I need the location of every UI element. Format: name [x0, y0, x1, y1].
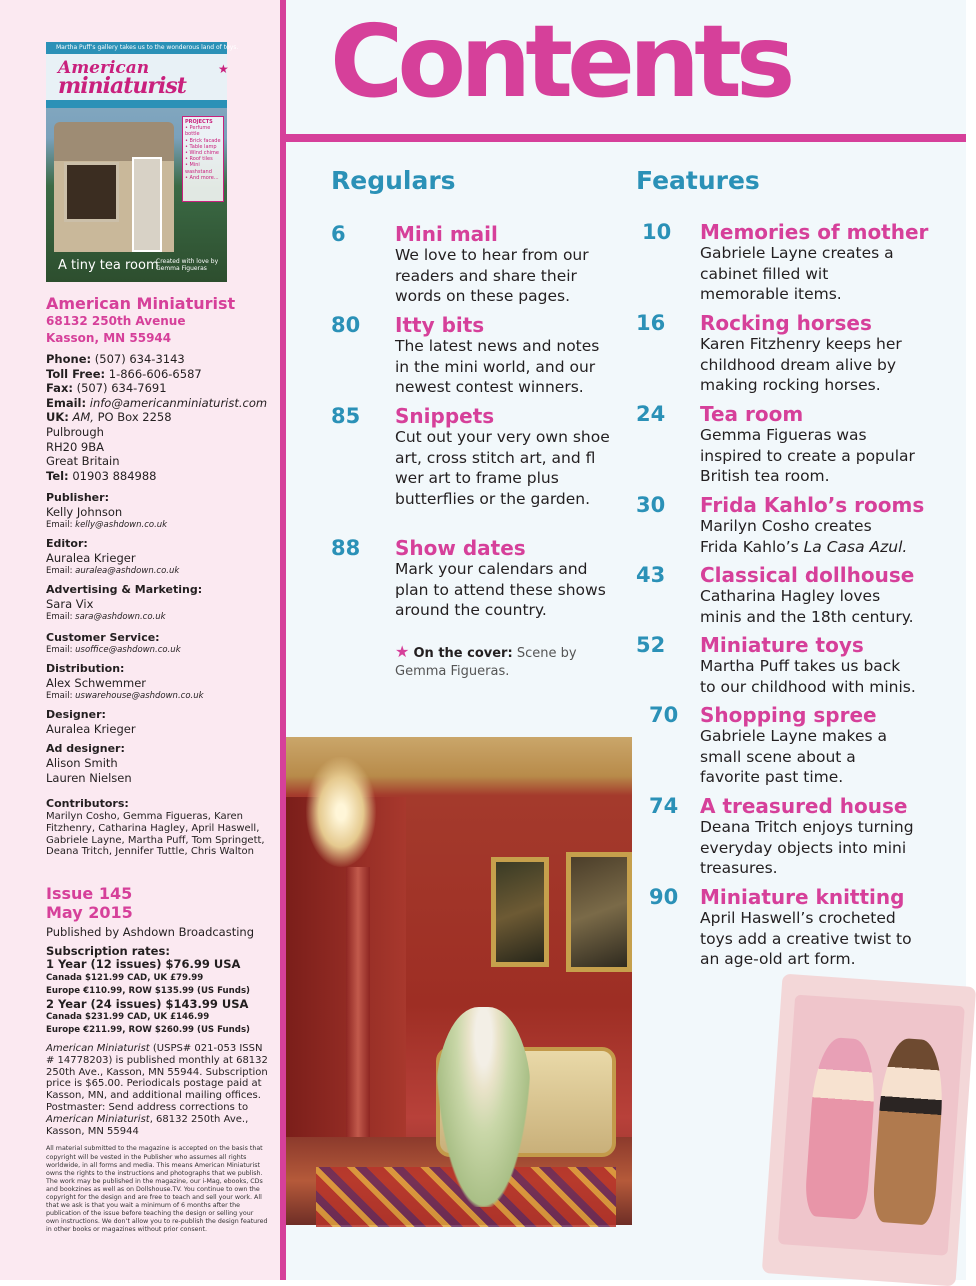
- cover-project: • Table lamp: [185, 143, 217, 150]
- rate-2-year-europe: Europe €211.99, ROW $260.99 (US Funds): [46, 1025, 250, 1036]
- uk-line1: PO Box 2258: [97, 410, 172, 425]
- distribution-name: Alex Schwemmer: [46, 676, 146, 690]
- issue-number: Issue 145: [46, 884, 133, 903]
- entry-desc: Karen Fitzhenry keeps her childhood dream alive by making rocking horses.: [700, 335, 902, 395]
- issue-date: May 2015: [46, 903, 133, 922]
- regulars-heading: Regulars: [331, 166, 456, 195]
- tel-label: Tel:: [46, 468, 69, 483]
- postal-mag-name-2: American Miniaturist: [46, 1113, 150, 1125]
- entry-title: Classical dollhouse: [700, 563, 915, 587]
- editor-email[interactable]: auralea@ashdown.co.uk: [75, 565, 180, 576]
- magazine-cover-image: [46, 42, 239, 282]
- publisher-name: Kelly Johnson: [46, 505, 123, 519]
- customer-service-label: Customer Service:: [46, 631, 160, 644]
- entry-desc: The latest news and notes in the mini world, and our newest contest winners.: [395, 337, 600, 397]
- cover-star-icon: ★: [218, 62, 229, 76]
- cover-project: • Mini washstand: [185, 162, 212, 175]
- entry-desc: Mark your calendars and plan to attend these shows around the country.: [395, 560, 606, 620]
- editor-label: Editor:: [46, 537, 88, 550]
- entry-desc: Martha Puff takes us back to our childhood with minis.: [700, 657, 916, 696]
- rate-2-year-intl: Canada $231.99 CAD, UK £146.99: [46, 1012, 210, 1023]
- advertising-name: Sara Vix: [46, 597, 94, 611]
- cover-project: • And more...: [185, 174, 219, 181]
- publisher-label: Publisher:: [46, 491, 109, 504]
- painting: [491, 857, 549, 967]
- toy-dolls-photo: [762, 974, 976, 1286]
- entry-title: Tea room: [700, 402, 804, 426]
- contents-main: [286, 0, 966, 1280]
- email-prefix: Email:: [46, 611, 73, 622]
- uk-line3: RH20 9BA: [46, 439, 104, 454]
- postal-end: , 68132 250th Ave., Kasson, MN 55944: [46, 1113, 249, 1137]
- entry-title: Itty bits: [395, 313, 485, 337]
- entry-page: 43: [636, 563, 666, 587]
- page-title: Contents: [330, 3, 790, 120]
- entry-page: 24: [636, 402, 666, 426]
- staff-advertising: [46, 583, 268, 623]
- advertising-label: Advertising & Marketing:: [46, 583, 203, 596]
- email-prefix: Email:: [46, 690, 73, 701]
- distribution-label: Distribution:: [46, 662, 125, 675]
- cover-brand-line2: miniaturist: [58, 73, 186, 99]
- entry-page: 52: [636, 633, 666, 657]
- issue-block: [46, 884, 268, 1235]
- staff-distribution: [46, 662, 268, 702]
- issue-publisher: Published by Ashdown Broadcasting: [46, 925, 255, 939]
- staff-publisher: [46, 491, 268, 531]
- copyright-fine-print: All material submitted to the magazine is accepted on the basis that copyright will be vested in the Publisher who assumes all rights worldwide, in all forms and media. This means American Miniaturist owns the rights to the instructions and photographs that we publish. The work may be published in the magazine, our i-Mag, ebooks, CDs and bookzines as well as on Dollshouse.TV. You continue to own the copyright for the design and are free to teach and sell your work. All that we ask is that you wait a minimum of 6 months after the publication of the issue before teaching the design or selling your own instructions. We don’t allow you to re-publish the design featured in other books or magazines without prior consent.: [46, 1145, 268, 1234]
- entry-page: 70: [649, 703, 679, 727]
- entry-page: 85: [331, 404, 361, 428]
- entry-desc-line: Marilyn Cosho creates: [700, 517, 872, 535]
- phone-label: Phone:: [46, 352, 92, 366]
- masthead-sidebar: [0, 0, 280, 1280]
- cover-project: • Perfume bottle: [185, 125, 211, 138]
- entry-desc-part: Frida Kahlo’s: [700, 537, 804, 556]
- designer-name: Auralea Krieger: [46, 722, 136, 736]
- entry-desc: Gemma Figueras was inspired to create a popular British tea room.: [700, 426, 915, 486]
- distribution-email[interactable]: uswarehouse@ashdown.co.uk: [75, 690, 204, 701]
- entry-title: Miniature knitting: [700, 885, 905, 909]
- staff-customer-service: [46, 631, 268, 656]
- entry-title: A treasured house: [700, 794, 908, 818]
- entry-desc-italic: La Casa Azul.: [803, 537, 908, 556]
- rate-1-year-europe: Europe €110.99, ROW $135.99 (US Funds): [46, 985, 250, 996]
- entry-desc: We love to hear from our readers and share their words on these pages.: [395, 246, 589, 306]
- postal-text: (USPS# 021-053 ISSN # 14778203) is published monthly at 68132 250th Ave., Kasson, MN 55944. Subscription price is $65.00. Periodicals postage paid at Kasson, MN, and additional mailing offices. Postmaster: Send address corrections to: [46, 1043, 268, 1114]
- email-prefix: Email:: [46, 645, 73, 655]
- entry-page: 90: [649, 885, 679, 909]
- entry-desc: [700, 516, 920, 557]
- cover-topbar: Martha Puff’s gallery takes us to the wonderous land of toys.: [46, 42, 227, 54]
- uk-line2: Pulbrough: [46, 424, 104, 439]
- cover-note: [395, 643, 595, 681]
- address-line1: 68132 250th Avenue: [46, 314, 186, 328]
- entry-desc-line: [700, 537, 920, 558]
- magazine-name: American Miniaturist: [46, 294, 236, 313]
- cover-note-label: On the cover:: [413, 646, 513, 661]
- uk-line4: Great Britain: [46, 454, 120, 469]
- room-doll: [436, 1007, 531, 1207]
- entry-desc: April Haswell’s crocheted toys add a creative twist to an age-old art form.: [700, 909, 912, 969]
- phone-number: (507) 634-3143: [94, 352, 185, 366]
- features-heading: Features: [636, 166, 760, 195]
- cover-project: • Brick facade: [185, 137, 221, 144]
- ad-designer-name: Lauren Nielsen: [46, 770, 132, 785]
- entry-title: Frida Kahlo’s rooms: [700, 493, 925, 517]
- chandelier: [306, 757, 376, 867]
- email-prefix: Email:: [46, 565, 73, 576]
- staff-editor: [46, 537, 268, 577]
- entry-title: Miniature toys: [700, 633, 864, 657]
- entry-page: 88: [331, 536, 361, 560]
- subscription-label: Subscription rates:: [46, 943, 170, 958]
- cover-note-text: Scene by Gemma Figueras.: [395, 646, 577, 679]
- contributors-label: Contributors:: [46, 797, 129, 810]
- entry-desc: Gabriele Layne creates a cabinet filled wit memorable items.: [700, 244, 894, 304]
- fax-number: (507) 634-7691: [76, 381, 167, 396]
- customer-service-email[interactable]: usoffice@ashdown.co.uk: [75, 645, 181, 655]
- rate-1-year-intl: Canada $121.99 CAD, UK £79.99: [46, 972, 204, 983]
- contributors-block: [46, 797, 268, 858]
- ad-designer-label: Ad designer:: [46, 742, 125, 755]
- contact-block: [46, 352, 268, 483]
- postal-mag-name: American Miniaturist: [46, 1043, 150, 1055]
- email-label: Email:: [46, 395, 87, 410]
- tollfree-label: Toll Free:: [46, 366, 106, 381]
- entry-page: 74: [649, 794, 679, 818]
- entry-page: 10: [642, 220, 672, 244]
- cover-door: [132, 157, 162, 252]
- rate-1-year: 1 Year (12 issues) $76.99 USA: [46, 957, 241, 972]
- cover-project: • Roof tiles: [185, 156, 213, 163]
- masthead-block: [46, 294, 268, 347]
- entry-title: Snippets: [395, 404, 495, 428]
- entry-desc: Cut out your very own shoe art, cross stitch art, and fl wer art to frame plus butterflies or the garden.: [395, 428, 610, 508]
- tel-number: 01903 884988: [72, 468, 157, 483]
- fax-label: Fax:: [46, 381, 73, 396]
- advertising-email[interactable]: sara@ashdown.co.uk: [75, 611, 166, 622]
- postal-statement: [46, 1043, 268, 1137]
- rate-2-year: 2 Year (24 issues) $143.99 USA: [46, 996, 249, 1011]
- cover-project: • Wind chime: [185, 150, 219, 157]
- email-prefix: Email:: [46, 519, 73, 530]
- star-icon: ★: [395, 642, 410, 661]
- contributors-list: Marilyn Cosho, Gemma Figueras, Karen Fitzhenry, Catharina Hagley, April Haswell, Gabriele Layne, Martha Puff, Tom Springett, Deana Tritch, Jennifer Tuttle, Chris Walton: [46, 811, 265, 858]
- entry-title: Shopping spree: [700, 703, 877, 727]
- cover-window: [64, 162, 119, 222]
- ad-designer-name: Alison Smith: [46, 756, 118, 770]
- entry-title: Show dates: [395, 536, 526, 560]
- tollfree-number: 1-866-606-6587: [108, 366, 202, 381]
- entry-desc: Catharina Hagley loves minis and the 18th century.: [700, 587, 914, 626]
- staff-ad-designer: [46, 742, 268, 785]
- entry-page: 30: [636, 493, 666, 517]
- cover-project: PROJECTS: [185, 119, 213, 125]
- cover-projects-box: [182, 116, 224, 202]
- editor-name: Auralea Krieger: [46, 551, 136, 565]
- cover-info-strip: [46, 100, 227, 108]
- entry-desc: Deana Tritch enjoys turning everyday objects into mini treasures.: [700, 818, 914, 878]
- entry-title: Memories of mother: [700, 220, 929, 244]
- title-rule: [286, 134, 966, 142]
- entry-page: 16: [636, 311, 666, 335]
- cover-tagline: A tiny tea room: [58, 258, 159, 273]
- painting: [566, 852, 632, 972]
- entry-desc: Gabriele Layne makes a small scene about a favorite past time.: [700, 727, 887, 787]
- publisher-email[interactable]: kelly@ashdown.co.uk: [75, 519, 168, 530]
- dollhouse-room-photo: [286, 737, 632, 1225]
- entry-page: 6: [331, 222, 346, 246]
- designer-label: Designer:: [46, 708, 106, 721]
- staff-designer: [46, 708, 268, 737]
- uk-label: UK:: [46, 410, 69, 425]
- uk-am: AM,: [72, 410, 94, 425]
- address-line2: Kasson, MN 55944: [46, 331, 172, 345]
- entry-title: Rocking horses: [700, 311, 872, 335]
- entry-page: 80: [331, 313, 361, 337]
- email-address[interactable]: info@americanminiaturist.com: [89, 395, 268, 410]
- cover-brand-line1: American: [58, 58, 150, 78]
- cover-credit: Created with love by Gemma Figueras: [156, 258, 219, 272]
- room-column: [346, 867, 370, 1167]
- entry-title: Mini mail: [395, 222, 498, 246]
